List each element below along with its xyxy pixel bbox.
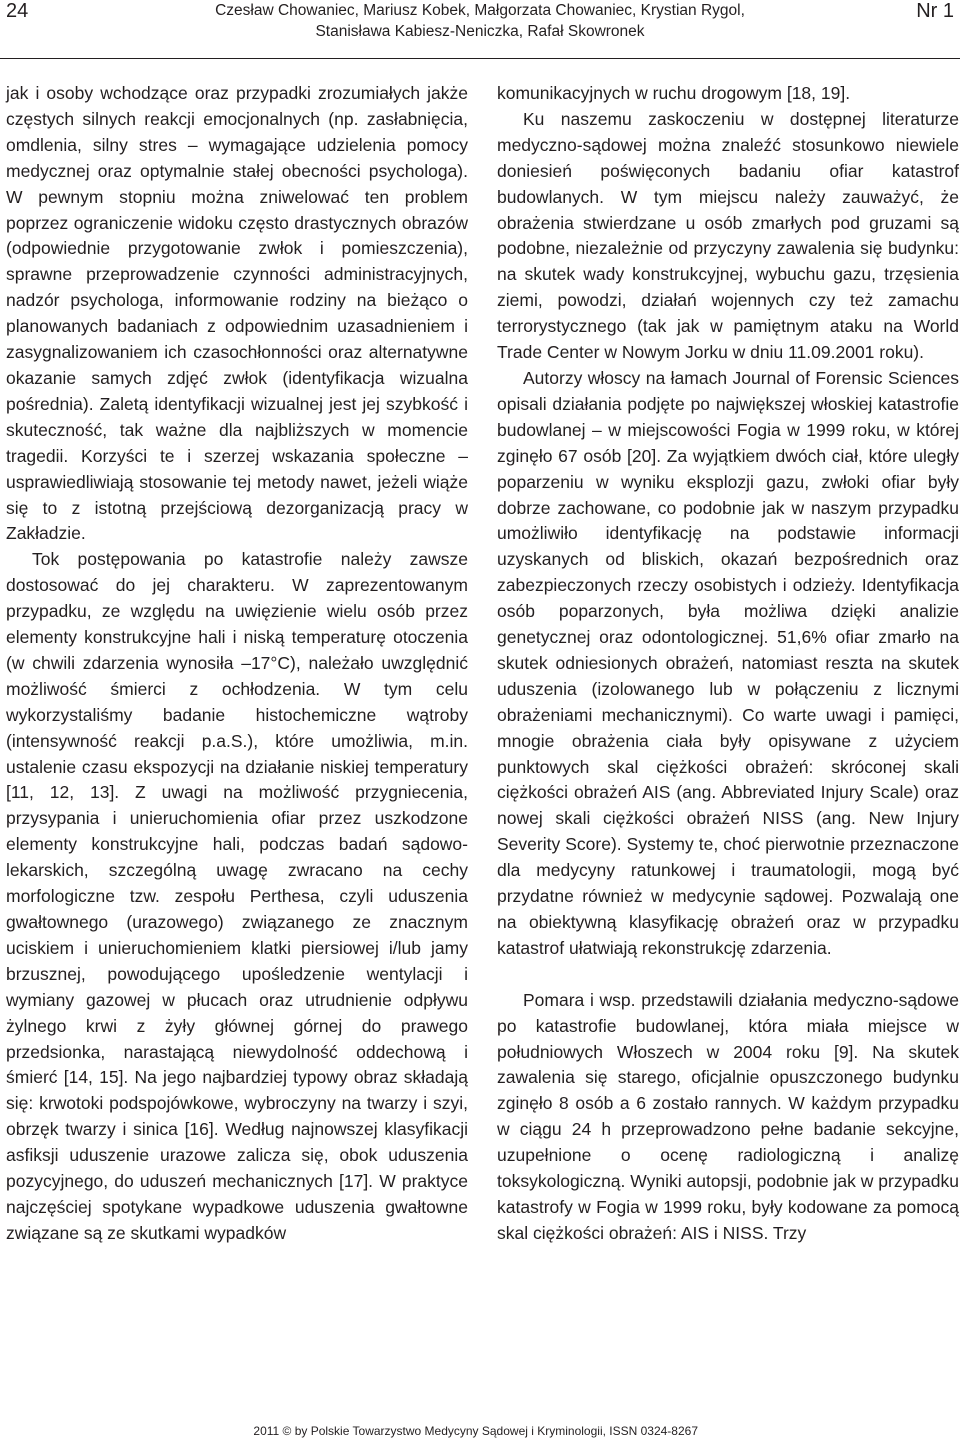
authors-line-2: Stanisława Kabiesz-Neniczka, Rafał Skowronek xyxy=(315,23,645,40)
right-paragraph-4: Pomara i wsp. przedstawili działania medyczno-sądowe po katastrofie budowlanej, która miała miejsce w południowych Włoszech w 2004 roku [9]. Na skutek zawalenia się starego, oficjalnie opuszczonego budynku zginęło 8 osób a 6 zostało rannych. W każdym przypadku w ciągu 24 h przeprowadzono pełne badanie sekcyjne, uzupełnione o ocenę radiologiczną i analizę toksykologiczną. Wyniki autopsji, podobnie jak w przypadku katastrofy w Fogia w 1999 roku, były kodowane za pomocą skal ciężkości obrażeń: AIS i NISS. Trzy xyxy=(497,989,959,1243)
running-head-authors xyxy=(150,0,810,42)
header-rule xyxy=(0,58,960,59)
copyright-notice: 2011 © by Polskie Towarzystwo Medycyny Sądowej i Kryminologii, ISSN 0324-8267 xyxy=(253,1424,698,1438)
right-paragraph-1: komunikacyjnych w ruchu drogowym [18, 19]. xyxy=(497,83,851,103)
right-column xyxy=(497,81,959,1247)
authors-line-1: Czesław Chowaniec, Mariusz Kobek, Małgorzata Chowaniec, Krystian Rygol, xyxy=(215,2,745,19)
page-header xyxy=(0,0,960,60)
left-column xyxy=(6,81,468,1247)
issue-number: Nr 1 xyxy=(916,0,954,22)
left-paragraph-2: Tok postępowania po katastrofie należy zawsze dostosować do jej charakteru. W zaprezentowanym przypadku, ze względu na uwięzienie wielu osób przez elementy konstrukcyjne hali i niską temperaturę otoczenia (w chwili zdarzenia wynosiła –17°C), należało uwzględnić możliwość śmierci z ochłodzenia. W tym celu wykorzystaliśmy badanie histochemiczne wątroby (intensywność reakcji p.a.S.), które umożliwia, m.in. ustalenie czasu ekspozycji na działanie niskiej temperatury [11, 12, 13]. Z uwagi na możliwość przygniecenia, przysypania i unieruchomienia ofiar przez uszkodzone elementy konstrukcyjne hali, podczas badań sądowo-lekarskich, szczególną uwagę zwracano na cechy morfologiczne tzw. zespołu Perthesa, czyli uduszenia gwałtownego (urazowego) związanego ze znacznym uciskiem i unieruchomieniem klatki piersiowej i/lub jamy brzusznej, powodującego upośledzenie wentylacji i wymiany gazowej w płucach oraz utrudnienie odpływu żylnego krwi z żyły głównej górnej do prawego przedsionka, narastającą niewydolność oddechową i śmierć [14, 15]. Na jego najbardziej typowy obraz składają się: krwotoki podspojówkowe, wybroczyny na twarzy i szyi, obrzęk twarzy i sinica [16]. Według najnowszej klasyfikacji asfiksji uduszenie urazowe zalicza się, obok uduszenia pozycyjnego, do uduszeń mechanicznych [17]. W praktyce najczęściej spotykane wypadkowe uduszenia gwałtowne związane są ze skutkami wypadków xyxy=(6,549,468,1243)
right-paragraph-2: Ku naszemu zaskoczeniu w dostępnej literaturze medyczno-sądowej można znaleźć stosunkowo niewiele doniesień poświęconych badaniu ofiar katastrof budowlanych. W tym miejscu należy zauważyć, że obrażenia stwierdzane u osób zmarłych pod gruzami są podobne, niezależnie od przyczyny zawalenia się budynku: na skutek wady konstrukcyjnej, wybuchu gazu, trzęsienia ziemi, powodzi, działań wojennych czy też zamachu terrorystycznego (tak jak w pamiętnym ataku na World Trade Center w Nowym Jorku w dniu 11.09.2001 roku). xyxy=(497,108,959,363)
left-paragraph-1: jak i osoby wchodzące oraz przypadki zrozumiałych jakże częstych silnych reakcji emocjonalnych (np. zasłabnięcia, omdlenia, silny stres – wymagające udzielenia pomocy medycznej oraz optymalnie stałej obecności psychologa). W pewnym stopniu można zniwelować ten problem poprzez ograniczenie widoku często drastycznych obrazów (odpowiednie przygotowanie zwłok i pomieszczenia), sprawne przeprowadzenie czynności administracyjnych, nadzór psychologa, informowanie rodziny na bieżąco o planowanych badaniach z odpowiednim uzasadnieniem i zasygnalizowaniem ich czasochłonności oraz alternatywne okazanie samych zdjęć zwłok (identyfikacja wizualna pośrednia). Zaletą identyfikacji wizualnej jest jej szybkość i skuteczność, tak ważne dla najbliższych w momencie tragedii. Korzyści te i szerzej wskazania społeczne – usprawiedliwiają stosowanie tej metody nawet, jeżeli wiąże się to z istotną przejściową dezorganizacją pracy w Zakładzie. xyxy=(6,83,468,544)
page-footer xyxy=(0,1424,960,1438)
page-number: 24 xyxy=(6,0,29,22)
right-paragraph-3: Autorzy włoscy na łamach Journal of Forensic Sciences opisali działania podjęte po największej włoskiej katastrofie budowlanej – w miejscowości Fogia w 1999 roku, w której zginęło 67 osób [20]. Za wyjątkiem dwóch ciał, które uległy poparzeniu w wyniku eksplozji gazu, zwłoki ofiar były dobrze zachowane, co podobnie jak w naszym przypadku umożliwiło identyfikację na podstawie informacji uzyskanych od bliskich, okazań bezpośrednich oraz zabezpieczonych rzeczy osobistych i odzieży. Identyfikacja osób poparzonych, była możliwa dzięki analizie genetycznej oraz odontologicznej. 51,6% ofiar zmarło na skutek odniesionych obrażeń, natomiast reszta na skutek uduszenia (izolowanego lub w połączeniu z licznymi obrażeniami mechanicznymi). Co warte uwagi i pamięci, mnogie obrażenia ciała były opisywane z użyciem punktowych skal ciężkości obrażeń: skróconej skali ciężkości obrażeń AIS (ang. Abbreviated Injury Scale) oraz nowej skali ciężkości obrażeń NISS (ang. New Injury Severity Score). Systemy te, choć pierwotnie przeznaczone dla medycyny ratunkowej i traumatologii, mogą być przydatne również w medycynie sądowej. Pozwalają one na obiektywną klasyfikację obrażeń oraz w przypadku katastrof ułatwiają rekonstrukcję zdarzenia. xyxy=(497,367,959,958)
